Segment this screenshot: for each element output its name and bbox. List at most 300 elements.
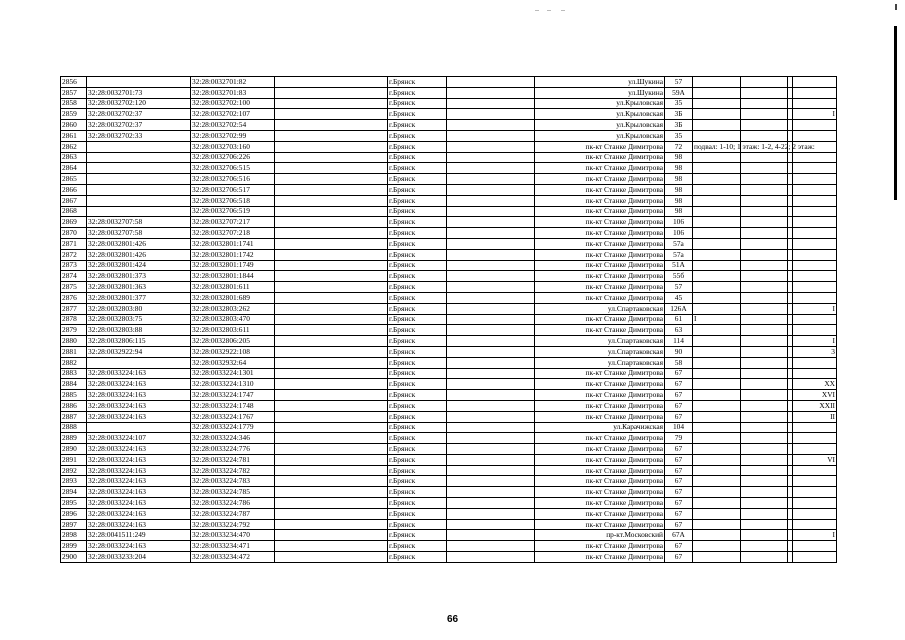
table-row bbox=[61, 152, 837, 163]
table-cell: 2900 bbox=[61, 552, 87, 563]
table-cell bbox=[793, 184, 837, 195]
table-cell bbox=[447, 77, 535, 88]
table-cell: 32:28:0032702:107 bbox=[191, 109, 275, 120]
table-cell: 67 bbox=[665, 454, 693, 465]
table-cell bbox=[275, 379, 388, 390]
table-row bbox=[61, 346, 837, 357]
table-cell: 32:28:0032801:426 bbox=[87, 249, 191, 260]
table-row bbox=[61, 271, 837, 282]
table-cell: 98 bbox=[665, 206, 693, 217]
table-row bbox=[61, 508, 837, 519]
table-cell: 59А bbox=[665, 87, 693, 98]
table-cell bbox=[793, 519, 837, 530]
table-cell bbox=[447, 336, 535, 347]
table-cell bbox=[793, 249, 837, 260]
table-cell: г.Брянск bbox=[388, 454, 447, 465]
table-cell: 32:28:0033224:787 bbox=[191, 508, 275, 519]
table-cell: 32:28:0033224:786 bbox=[191, 498, 275, 509]
table-cell: 67 bbox=[665, 476, 693, 487]
table-cell bbox=[793, 357, 837, 368]
table-cell: пк-кт Станке Димитрова bbox=[535, 152, 665, 163]
table-cell bbox=[741, 498, 788, 509]
table-cell: 32:28:0032703:160 bbox=[191, 141, 275, 152]
table-cell: 32:28:0033234:472 bbox=[191, 552, 275, 563]
table-cell: 67 bbox=[665, 444, 693, 455]
table-cell: 2896 bbox=[61, 508, 87, 519]
table-cell bbox=[275, 195, 388, 206]
table-cell bbox=[793, 271, 837, 282]
table-row bbox=[61, 314, 837, 325]
table-cell: 2898 bbox=[61, 530, 87, 541]
table-cell: 32:28:0033224:1748 bbox=[191, 400, 275, 411]
table-cell bbox=[275, 260, 388, 271]
table-cell: г.Брянск bbox=[388, 152, 447, 163]
table-cell: 2865 bbox=[61, 174, 87, 185]
table-cell: 51А bbox=[665, 260, 693, 271]
table-cell: 106 bbox=[665, 217, 693, 228]
table-cell bbox=[275, 400, 388, 411]
table-cell: ул.Шукина bbox=[535, 87, 665, 98]
table-cell: 32:28:0032806:115 bbox=[87, 336, 191, 347]
table-cell: 32:28:0032706:519 bbox=[191, 206, 275, 217]
table-cell: I bbox=[793, 530, 837, 541]
table-cell: I bbox=[693, 314, 741, 325]
table-row bbox=[61, 411, 837, 422]
table-row bbox=[61, 217, 837, 228]
table-cell bbox=[275, 336, 388, 347]
table-cell: 32:28:0032801:377 bbox=[87, 292, 191, 303]
table-cell bbox=[793, 444, 837, 455]
table-cell bbox=[741, 379, 788, 390]
table-cell: 32:28:0032701:73 bbox=[87, 87, 191, 98]
table-cell: пк-кт Станке Димитрова bbox=[535, 292, 665, 303]
table-cell: 32:28:0032702:120 bbox=[87, 98, 191, 109]
table-cell: 58 bbox=[665, 357, 693, 368]
table-cell bbox=[741, 282, 788, 293]
table-cell bbox=[275, 163, 388, 174]
table-row bbox=[61, 184, 837, 195]
table-cell: 2859 bbox=[61, 109, 87, 120]
table-cell bbox=[693, 271, 741, 282]
table-cell bbox=[793, 228, 837, 239]
table-cell bbox=[447, 411, 535, 422]
table-cell: 2880 bbox=[61, 336, 87, 347]
table-row bbox=[61, 476, 837, 487]
table-cell bbox=[447, 487, 535, 498]
table-cell: 32:28:0033224:163 bbox=[87, 411, 191, 422]
table-cell bbox=[447, 163, 535, 174]
table-cell: 2895 bbox=[61, 498, 87, 509]
table-cell bbox=[693, 390, 741, 401]
table-row bbox=[61, 498, 837, 509]
table-cell: г.Брянск bbox=[388, 411, 447, 422]
table-cell bbox=[741, 163, 788, 174]
table-cell: пк-кт Станке Димитрова bbox=[535, 314, 665, 325]
table-cell: 32:28:0033224:1779 bbox=[191, 422, 275, 433]
table-cell bbox=[275, 346, 388, 357]
table-cell bbox=[447, 314, 535, 325]
table-cell: подвал: 1-10; 1 этаж: 1-2, 4-22; 2 этаж: bbox=[694, 141, 815, 151]
table-cell: ул.Спартаковская bbox=[535, 357, 665, 368]
table-row bbox=[61, 120, 837, 131]
table-row bbox=[61, 282, 837, 293]
table-cell bbox=[741, 508, 788, 519]
table-cell bbox=[741, 368, 788, 379]
table-cell bbox=[447, 498, 535, 509]
table-cell: 67 bbox=[665, 411, 693, 422]
table-cell: пк-кт Станке Димитрова bbox=[535, 379, 665, 390]
scan-mark bbox=[535, 10, 539, 11]
table-cell: 32:28:0032922:108 bbox=[191, 346, 275, 357]
scan-edge-bar bbox=[894, 26, 897, 200]
table-cell bbox=[693, 357, 741, 368]
table-cell bbox=[693, 487, 741, 498]
table-cell bbox=[447, 530, 535, 541]
table-cell bbox=[447, 249, 535, 260]
table-cell bbox=[447, 444, 535, 455]
table-cell: 32:28:0033224:163 bbox=[87, 454, 191, 465]
table-cell bbox=[741, 336, 788, 347]
table-cell: 32:28:0032801:689 bbox=[191, 292, 275, 303]
table-cell bbox=[741, 228, 788, 239]
table-cell: 98 bbox=[665, 163, 693, 174]
table-cell: 67 bbox=[665, 379, 693, 390]
table-cell: 32:28:0032801:424 bbox=[87, 260, 191, 271]
table-cell: 67 bbox=[665, 390, 693, 401]
table-cell: г.Брянск bbox=[388, 206, 447, 217]
table-cell bbox=[793, 174, 837, 185]
table-cell: 126А bbox=[665, 303, 693, 314]
table-cell bbox=[741, 422, 788, 433]
table-row bbox=[61, 130, 837, 141]
table-cell: 2883 bbox=[61, 368, 87, 379]
table-cell bbox=[793, 282, 837, 293]
table-cell bbox=[447, 519, 535, 530]
table-cell: г.Брянск bbox=[388, 260, 447, 271]
table-cell: 2867 bbox=[61, 195, 87, 206]
table-cell: 32:28:0032702:37 bbox=[87, 109, 191, 120]
table-cell bbox=[741, 552, 788, 563]
table-cell bbox=[741, 454, 788, 465]
table-cell: 67 bbox=[665, 368, 693, 379]
table-cell: 32:28:0033224:346 bbox=[191, 433, 275, 444]
table-row bbox=[61, 465, 837, 476]
table-cell: г.Брянск bbox=[388, 422, 447, 433]
table-cell bbox=[741, 487, 788, 498]
table-cell bbox=[275, 433, 388, 444]
table-row bbox=[61, 357, 837, 368]
table-cell: 32:28:0032702:99 bbox=[191, 130, 275, 141]
table-cell: 67 bbox=[665, 498, 693, 509]
table-cell: 32:28:0033224:783 bbox=[191, 476, 275, 487]
table-cell: 2887 bbox=[61, 411, 87, 422]
table-cell bbox=[793, 433, 837, 444]
table-row bbox=[61, 77, 837, 88]
table-cell: 67 bbox=[665, 519, 693, 530]
table-cell bbox=[275, 541, 388, 552]
table-cell: 32:28:0033224:1301 bbox=[191, 368, 275, 379]
table-row bbox=[61, 487, 837, 498]
table-cell: г.Брянск bbox=[388, 120, 447, 131]
table-cell: ул.Крыловская bbox=[535, 130, 665, 141]
table-cell bbox=[87, 422, 191, 433]
table-cell: 2892 bbox=[61, 465, 87, 476]
table-cell bbox=[693, 519, 741, 530]
table-cell bbox=[693, 368, 741, 379]
table-cell: 32:28:0033224:163 bbox=[87, 476, 191, 487]
table-cell bbox=[793, 292, 837, 303]
table-cell: пк-кт Станке Димитрова bbox=[535, 238, 665, 249]
table-cell: 2890 bbox=[61, 444, 87, 455]
table-cell bbox=[793, 260, 837, 271]
table-cell: 2897 bbox=[61, 519, 87, 530]
table-cell: 32:28:0032707:58 bbox=[87, 217, 191, 228]
table-cell: I bbox=[793, 109, 837, 120]
table-cell bbox=[693, 433, 741, 444]
table-cell: пк-кт Станке Димитрова bbox=[535, 498, 665, 509]
table-cell: 32:28:0032932:64 bbox=[191, 357, 275, 368]
table-cell bbox=[693, 454, 741, 465]
table-cell: 32:28:0033224:163 bbox=[87, 487, 191, 498]
table-cell bbox=[793, 314, 837, 325]
table-row bbox=[61, 454, 837, 465]
table-cell bbox=[693, 120, 741, 131]
table-cell: 98 bbox=[665, 195, 693, 206]
table-cell: 57а bbox=[665, 249, 693, 260]
table-cell bbox=[275, 530, 388, 541]
table-cell: 2899 bbox=[61, 541, 87, 552]
table-cell bbox=[275, 390, 388, 401]
table-cell: г.Брянск bbox=[388, 476, 447, 487]
table-cell bbox=[793, 152, 837, 163]
table-cell: I bbox=[793, 336, 837, 347]
table-cell bbox=[793, 498, 837, 509]
table-cell bbox=[741, 109, 788, 120]
table-row bbox=[61, 336, 837, 347]
table-cell: 67 bbox=[665, 552, 693, 563]
table-cell bbox=[275, 87, 388, 98]
table-cell: 32:28:0032702:37 bbox=[87, 120, 191, 131]
table-cell bbox=[741, 206, 788, 217]
table-cell: 67 bbox=[665, 508, 693, 519]
table-cell bbox=[793, 130, 837, 141]
table-cell bbox=[693, 206, 741, 217]
table-cell: 2879 bbox=[61, 325, 87, 336]
table-cell bbox=[741, 530, 788, 541]
table-cell bbox=[275, 292, 388, 303]
table-cell: г.Брянск bbox=[388, 130, 447, 141]
table-cell: пк-кт Станке Димитрова bbox=[535, 487, 665, 498]
table-cell bbox=[87, 163, 191, 174]
table-cell bbox=[693, 282, 741, 293]
table-row bbox=[61, 390, 837, 401]
table-row bbox=[61, 174, 837, 185]
table-cell: пк-кт Станке Димитрова bbox=[535, 174, 665, 185]
table-cell: 3 bbox=[793, 346, 837, 357]
table-cell: пр-кт.Московский bbox=[535, 530, 665, 541]
table-cell: 32:28:0032806:205 bbox=[191, 336, 275, 347]
table-cell bbox=[447, 271, 535, 282]
table-cell: 2862 bbox=[61, 141, 87, 152]
table-cell: 2866 bbox=[61, 184, 87, 195]
table-cell: ул.Крыловская bbox=[535, 98, 665, 109]
table-cell: г.Брянск bbox=[388, 195, 447, 206]
table-cell: 55б bbox=[665, 271, 693, 282]
table-cell: 32:28:0033234:470 bbox=[191, 530, 275, 541]
table-cell: г.Брянск bbox=[388, 390, 447, 401]
table-cell: ул.Спартаковская bbox=[535, 303, 665, 314]
table-cell: 2886 bbox=[61, 400, 87, 411]
table-cell: пк-кт Станке Димитрова bbox=[535, 508, 665, 519]
table-cell: г.Брянск bbox=[388, 498, 447, 509]
table-cell bbox=[741, 184, 788, 195]
table-cell bbox=[693, 444, 741, 455]
table-cell: г.Брянск bbox=[388, 530, 447, 541]
table-cell bbox=[275, 444, 388, 455]
table-cell bbox=[693, 195, 741, 206]
table-cell bbox=[275, 271, 388, 282]
table-cell bbox=[741, 292, 788, 303]
table-cell: пк-кт Станке Димитрова bbox=[535, 411, 665, 422]
table-cell bbox=[793, 120, 837, 131]
table-cell bbox=[793, 422, 837, 433]
table-cell: г.Брянск bbox=[388, 368, 447, 379]
table-cell bbox=[275, 77, 388, 88]
table-cell: г.Брянск bbox=[388, 519, 447, 530]
table-cell bbox=[275, 465, 388, 476]
table-cell: г.Брянск bbox=[388, 433, 447, 444]
table-cell bbox=[793, 87, 837, 98]
table-cell: 32:28:0032706:518 bbox=[191, 195, 275, 206]
table-cell: 79 bbox=[665, 433, 693, 444]
table-cell: 2858 bbox=[61, 98, 87, 109]
scan-edge-tick bbox=[895, 4, 897, 10]
table-cell: 2870 bbox=[61, 228, 87, 239]
table-cell bbox=[87, 357, 191, 368]
table-cell bbox=[693, 98, 741, 109]
table-cell: 2884 bbox=[61, 379, 87, 390]
table-cell: 32:28:0032706:517 bbox=[191, 184, 275, 195]
table-cell: г.Брянск bbox=[388, 336, 447, 347]
table-cell bbox=[693, 498, 741, 509]
table-cell: пк-кт Станке Димитрова bbox=[535, 195, 665, 206]
table-cell bbox=[447, 325, 535, 336]
table-cell: 2878 bbox=[61, 314, 87, 325]
table-cell bbox=[447, 400, 535, 411]
table-cell: пк-кт Станке Димитрова bbox=[535, 368, 665, 379]
table-cell: 32:28:0033224:776 bbox=[191, 444, 275, 455]
table-cell: 2863 bbox=[61, 152, 87, 163]
table-cell: 32:28:0032702:33 bbox=[87, 130, 191, 141]
table-cell: г.Брянск bbox=[388, 292, 447, 303]
table-cell bbox=[693, 238, 741, 249]
table-cell: 2871 bbox=[61, 238, 87, 249]
table-cell: 57а bbox=[665, 238, 693, 249]
table-cell: пк-кт Станке Димитрова bbox=[535, 541, 665, 552]
table-cell bbox=[741, 120, 788, 131]
table-cell bbox=[447, 238, 535, 249]
table-cell bbox=[275, 508, 388, 519]
table-row bbox=[61, 325, 837, 336]
table-cell: 32:28:0033224:163 bbox=[87, 379, 191, 390]
table-cell: 98 bbox=[665, 152, 693, 163]
table-row bbox=[61, 195, 837, 206]
scan-mark bbox=[547, 10, 551, 11]
table-cell bbox=[693, 346, 741, 357]
table-cell: 32:28:0033224:1310 bbox=[191, 379, 275, 390]
table-cell bbox=[275, 184, 388, 195]
table-cell bbox=[275, 476, 388, 487]
table-cell: ул.Карачижская bbox=[535, 422, 665, 433]
table-cell bbox=[741, 238, 788, 249]
table-cell bbox=[447, 433, 535, 444]
table-cell: ул.Спартаковская bbox=[535, 346, 665, 357]
table-cell: пк-кт Станке Димитрова bbox=[535, 228, 665, 239]
table-cell: 90 bbox=[665, 346, 693, 357]
table-cell: 2891 bbox=[61, 454, 87, 465]
table-cell: пк-кт Станке Димитрова bbox=[535, 519, 665, 530]
table-cell bbox=[741, 314, 788, 325]
table-cell: г.Брянск bbox=[388, 249, 447, 260]
table-cell: пк-кт Станке Димитрова bbox=[535, 163, 665, 174]
table-cell: II bbox=[793, 411, 837, 422]
table-cell bbox=[793, 217, 837, 228]
table-cell: 32:28:0032707:218 bbox=[191, 228, 275, 239]
table-cell: 32:28:0032803:611 bbox=[191, 325, 275, 336]
table-cell: 32:28:0032803:80 bbox=[87, 303, 191, 314]
table-cell: г.Брянск bbox=[388, 141, 447, 152]
table-cell: г.Брянск bbox=[388, 379, 447, 390]
table-cell: 32:28:0033233:204 bbox=[87, 552, 191, 563]
table-cell: 32:28:0033224:163 bbox=[87, 390, 191, 401]
table-cell bbox=[741, 271, 788, 282]
table-cell: г.Брянск bbox=[388, 217, 447, 228]
table-cell: 2868 bbox=[61, 206, 87, 217]
table-cell bbox=[741, 98, 788, 109]
table-cell: г.Брянск bbox=[388, 77, 447, 88]
table-cell: 2881 bbox=[61, 346, 87, 357]
table-cell bbox=[447, 465, 535, 476]
table-cell: 32:28:0032706:226 bbox=[191, 152, 275, 163]
table-cell bbox=[693, 163, 741, 174]
table-row bbox=[61, 206, 837, 217]
table-cell bbox=[275, 552, 388, 563]
table-cell bbox=[693, 152, 741, 163]
table-cell bbox=[741, 260, 788, 271]
table-cell: 32:28:0033224:163 bbox=[87, 541, 191, 552]
table-cell: г.Брянск bbox=[388, 346, 447, 357]
table-cell: 67А bbox=[665, 530, 693, 541]
table-cell: 98 bbox=[665, 184, 693, 195]
table-cell bbox=[741, 217, 788, 228]
table-cell: 61 bbox=[665, 314, 693, 325]
table-cell bbox=[793, 368, 837, 379]
table-cell: ул.Спартаковская bbox=[535, 336, 665, 347]
table-cell bbox=[275, 120, 388, 131]
registry-body bbox=[61, 77, 837, 563]
table-cell: 32:28:0033224:163 bbox=[87, 465, 191, 476]
table-cell: г.Брянск bbox=[388, 163, 447, 174]
table-cell bbox=[447, 390, 535, 401]
table-cell bbox=[693, 411, 741, 422]
table-cell bbox=[87, 77, 191, 88]
table-cell bbox=[741, 195, 788, 206]
table-cell bbox=[447, 422, 535, 433]
table-cell bbox=[275, 368, 388, 379]
table-cell: 98 bbox=[665, 174, 693, 185]
table-row bbox=[61, 303, 837, 314]
table-cell: 32:28:0041511:249 bbox=[87, 530, 191, 541]
